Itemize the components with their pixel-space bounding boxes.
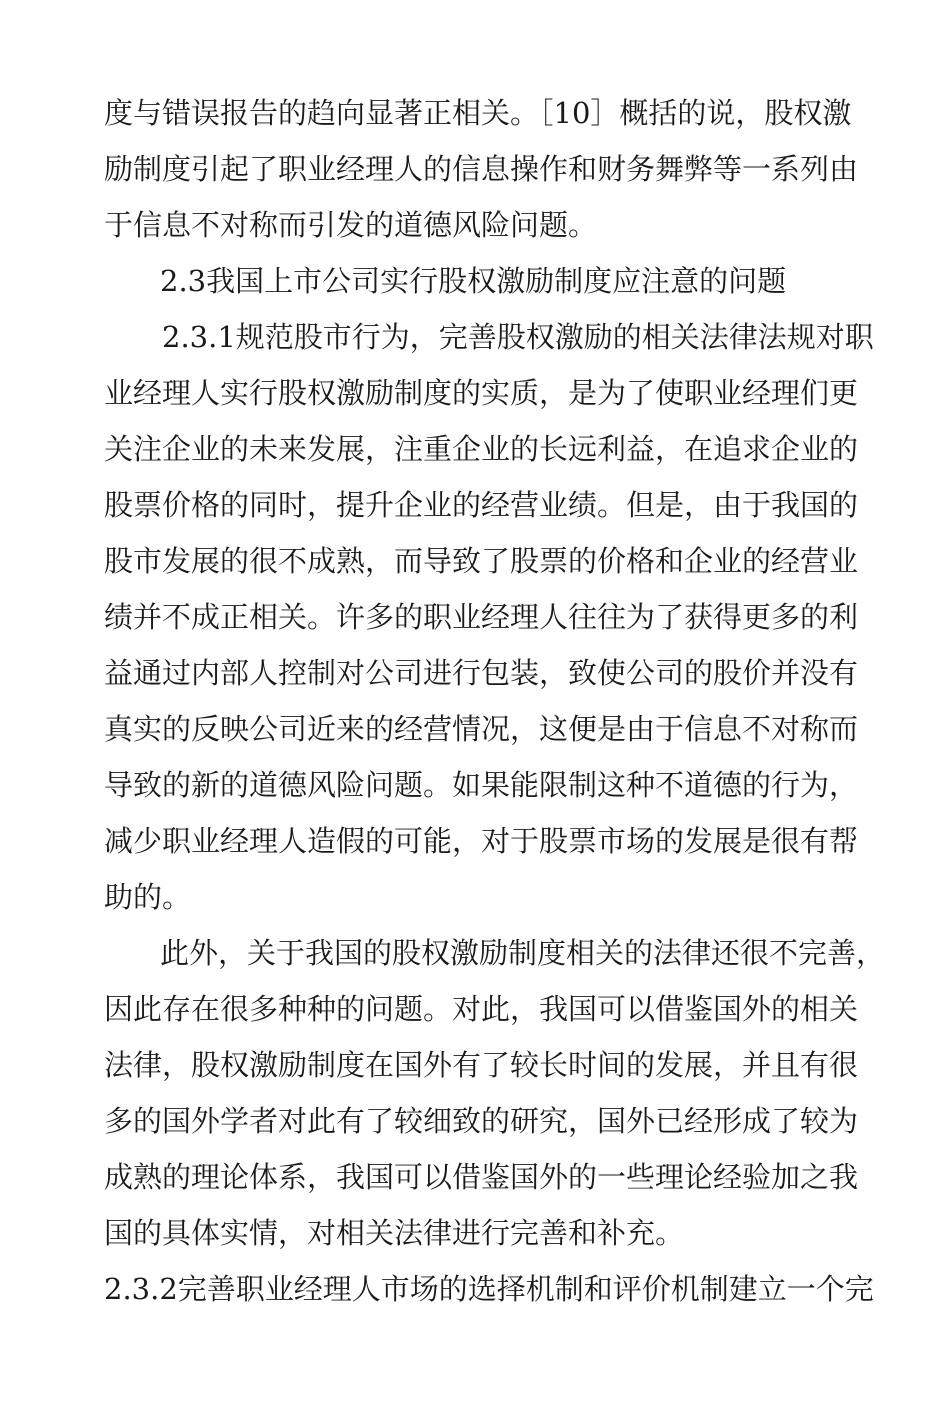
text-line: 励制度引起了职业经理人的信息操作和财务舞弊等一系列由 [104, 152, 859, 186]
text-line: 因此存在很多种种的问题。对此，我国可以借鉴国外的相关 [104, 992, 859, 1026]
text-line: 多的国外学者对此有了较细致的研究，国外已经形成了较为 [104, 1104, 859, 1138]
text-line: 助的。 [104, 880, 192, 914]
paragraph-start: 此外，关于我国的股权激励制度相关的法律还很不完善， [160, 936, 886, 970]
text-line: 股票价格的同时，提升企业的经营业绩。但是，由于我国的 [104, 488, 859, 522]
text-line: 关注企业的未来发展，注重企业的长远利益，在追求企业的 [104, 432, 859, 466]
text-line: 度与错误报告的趋向显著正相关。［10］概括的说，股权激 [104, 96, 852, 130]
text-line: 导致的新的道德风险问题。如果能限制这种不道德的行为， [104, 768, 859, 802]
text-line: 益通过内部人控制对公司进行包装，致使公司的股价并没有 [104, 656, 859, 690]
text-line: 法律，股权激励制度在国外有了较长时间的发展，并且有很 [104, 1048, 859, 1082]
text-line: 于信息不对称而引发的道德风险问题。 [104, 208, 598, 242]
section-heading: 2.3我国上市公司实行股权激励制度应注意的问题 [160, 264, 787, 298]
text-line: 绩并不成正相关。许多的职业经理人往往为了获得更多的利 [104, 600, 859, 634]
text-line: 国的具体实情，对相关法律进行完善和补充。 [104, 1216, 685, 1250]
text-line: 减少职业经理人造假的可能，对于股票市场的发展是很有帮 [104, 824, 859, 858]
text-line: 业经理人实行股权激励制度的实质，是为了使职业经理们更 [104, 376, 859, 410]
subsection-heading: 2.3.2完善职业经理人市场的选择机制和评价机制建立一个完 [104, 1272, 874, 1306]
text-line: 成熟的理论体系，我国可以借鉴国外的一些理论经验加之我 [104, 1160, 859, 1194]
text-line: 真实的反映公司近来的经营情况，这便是由于信息不对称而 [104, 712, 859, 746]
subsection-heading: 2.3.1规范股市行为，完善股权激励的相关法律法规对职 [162, 320, 874, 354]
text-line: 股市发展的很不成熟，而导致了股票的价格和企业的经营业 [104, 544, 859, 578]
